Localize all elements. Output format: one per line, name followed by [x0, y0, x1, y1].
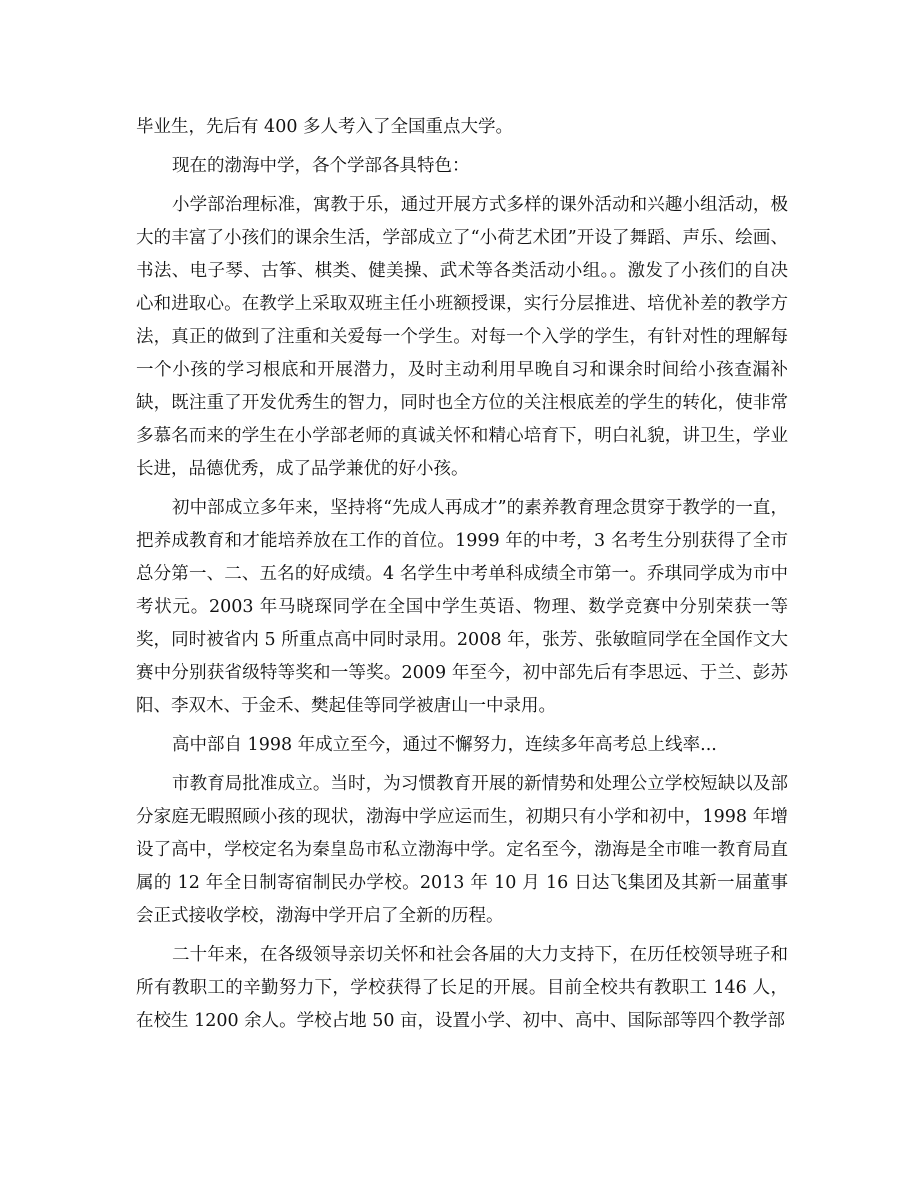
paragraph-primary-school: 小学部治理标准，寓教于乐，通过开展方式多样的课外活动和兴趣小组活动，极大的丰富了小孩们的课余生活，学部成立了“小荷艺术团”开设了舞蹈、声乐、绘画、书法、电子琴、古筝、棋类、健美操、武术等各类活动小组。。激发了小孩们的自决心和进取心。在教学上采取双班主任小班额授课，实行分层推进、培优补差的教学方法，真正的做到了注重和关爱每一个学生。对每一个入学的学生，有针对性的理解每一个小孩的学习根底和开展潜力，及时主动利用早晚自习和课余时间给小孩查漏补缺，既注重了开发优秀生的智力，同时也全方位的关注根底差的学生的转化，使非常多慕名而来的学生在小学部老师的真诚关怀和精心培育下，明白礼貌，讲卫生，学业长进，品德优秀，成了品学兼优的好小孩。 — [136, 195, 788, 479]
paragraph-junior-high: 初中部成立多年来，坚持将“先成人再成才”的素养教育理念贯穿于教学的一直，把养成教育和才能培养放在工作的首位。1999 年的中考，3 名考生分别获得了全市总分第一、二、五名的好成绩。4 名学生中考单科成绩全市第一。乔琪同学成为市中考状元。2003 年马晓琛同学在全国中学生英语、物理、数学竞赛中分别荣获一等奖，同时被省内 5 所重点高中同时录用。2008 年，张芳、张敏暄同学在全国作文大赛中分别获省级特等奖和一等奖。2009 年至今，初中部先后有李思远、于兰、彭苏阳、李双木、于金禾、樊起佳等同学被唐山一中录用。 — [136, 498, 788, 716]
paragraph-founding: 市教育局批准成立。当时，为习惯教育开展的新情势和处理公立学校短缺以及部分家庭无暇照顾小孩的现状，渤海中学应运而生，初期只有小学和初中，1998 年增设了高中，学校定名为秦皇岛市私立渤海中学。定名至今，渤海是全市唯一教育局直属的 12 年全日制寄宿制民办学校。2013 年 10 月 16 日达飞集团及其新一届董事会正式接收学校，渤海中学开启了全新的历程。 — [136, 774, 788, 926]
paragraph-intro-departments: 现在的渤海中学，各个学部各具特色： — [172, 156, 470, 176]
paragraph-twenty-years: 二十年来，在各级领导亲切关怀和社会各届的大力支持下，在历任校领导班子和所有教职工的辛勤努力下，学校获得了长足的开展。目前全校共有教职工 146 人，在校生 1200 余人。学校占地 50 亩，设置小学、初中、高中、国际部等四个教学部 — [136, 945, 788, 1031]
document-body — [136, 111, 788, 1038]
paragraph-graduates: 毕业生，先后有 400 多人考入了全国重点大学。 — [136, 117, 514, 137]
paragraph-senior-high: 高中部自 1998 年成立至今，通过不懈努力，连续多年高考总上线率... — [172, 735, 717, 755]
